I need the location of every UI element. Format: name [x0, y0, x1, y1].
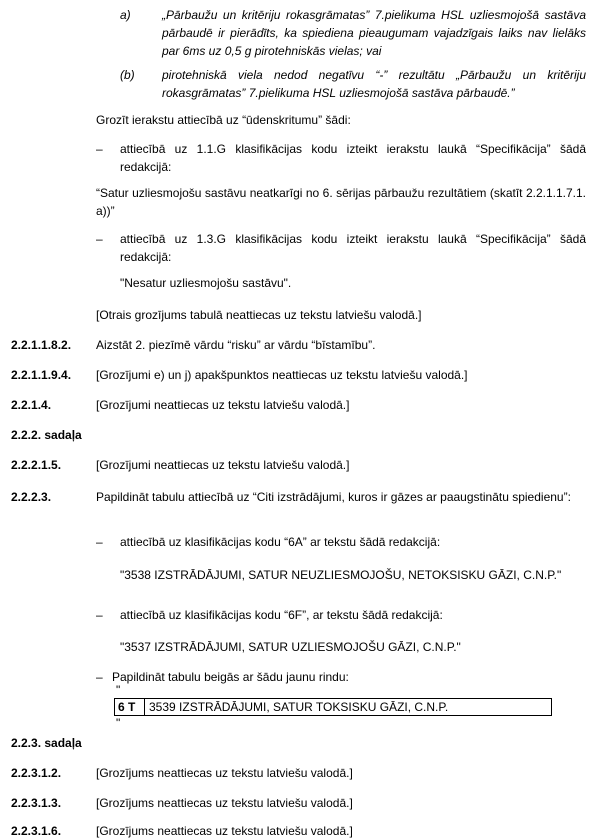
item-a-text: „Pārbaužu un kritēriju rokasgrāmatas” 7.pielikuma HSL uzliesmojošā sastāva pārbaudē ir pierādīts, ka spiediena pieaugumam vajadzīgais laiks nav lielāks par 6ms uz 0,5 g pirotehniskās vielas; vai	[162, 8, 586, 58]
paragraph-grozit: Grozīt ierakstu attiecībā uz “ūdenskritumu” šādi:	[96, 113, 351, 127]
quote-1-1g: “Satur uzliesmojošu sastāvu neatkarīgi no 6. sērijas pārbaužu rezultātiem (skatīt 2.2.1.1.7.1. a))”	[96, 186, 586, 218]
bullet-6a-text: attiecībā uz klasifikācijas kodu “6A” ar tekstu šādā redakcijā:	[120, 535, 441, 549]
note-otrais: [Otrais grozījums tabulā neattiecas uz tekstu latviešu valodā.]	[96, 308, 422, 322]
section-text: [Grozījums neattiecas uz tekstu latviešu valodā.]	[96, 796, 353, 810]
table-cell-code: 6 T	[115, 699, 145, 715]
section-text: [Grozījumi e) un j) apakšpunktos neattiecas uz tekstu latviešu valodā.]	[96, 368, 468, 382]
dash-marker: –	[96, 142, 103, 156]
section-number: 2.2.3.1.3.	[11, 796, 62, 810]
dash-marker: –	[96, 608, 103, 622]
section-text: Papildināt tabulu attiecībā uz “Citi izstrādājumi, kuros ir gāzes ar paaugstinātu spiedienu”:	[96, 490, 571, 504]
dash-marker: –	[96, 670, 103, 684]
section-text: [Grozījums neattiecas uz tekstu latviešu valodā.]	[96, 766, 353, 780]
item-a-marker: a)	[120, 8, 131, 22]
section-text: [Grozījumi neattiecas uz tekstu latviešu valodā.]	[96, 458, 350, 472]
table-open-quote: "	[116, 683, 121, 697]
section-text: Aizstāt 2. piezīmē vārdu “risku” ar vārdu “bīstamību”.	[96, 338, 376, 352]
dash-marker: –	[96, 232, 103, 246]
section-text: [Grozījums neattiecas uz tekstu latviešu valodā.]	[96, 824, 353, 838]
bullet-6f-text: attiecībā uz klasifikācijas kodu “6F”, ar tekstu šādā redakcijā:	[120, 608, 443, 622]
section-number: 2.2.3.1.2.	[11, 766, 62, 780]
new-row-table	[114, 698, 552, 716]
dash-marker: –	[96, 535, 103, 549]
section-number: 2.2.1.1.9.4.	[11, 368, 72, 382]
table-cell-text: 3539 IZSTRĀDĀJUMI, SATUR TOKSISKU GĀZI, C.N.P.	[149, 700, 449, 714]
section-number: 2.2.3.1.6.	[11, 824, 62, 838]
heading-2-2-2: 2.2.2. sadaļa	[11, 428, 82, 442]
bullet-add-text: Papildināt tabulu beigās ar šādu jaunu rindu:	[112, 670, 349, 684]
bullet-1-3g-text: attiecībā uz 1.3.G klasifikācijas kodu izteikt ierakstu laukā “Specifikācija” šādā redakcijā:	[120, 232, 586, 264]
section-number: 2.2.1.4.	[11, 398, 52, 412]
quote-6a: "3538 IZSTRĀDĀJUMI, SATUR NEUZLIESMOJOŠU, NETOKSISKU GĀZI, C.N.P."	[120, 568, 562, 582]
item-b-text: pirotehniskā viela nedod negatīvu “-” rezultātu „Pārbaužu un kritēriju rokasgrāmatas” 7.pielikuma HSL uzliesmojošā sastāva pārbaudē.”	[162, 68, 586, 100]
section-number: 2.2.2.3.	[11, 490, 52, 504]
quote-1-3g: "Nesatur uzliesmojošu sastāvu".	[120, 276, 292, 290]
quote-6f: "3537 IZSTRĀDĀJUMI, SATUR UZLIESMOJOŠU GĀZI, C.N.P."	[120, 640, 461, 654]
heading-2-2-3: 2.2.3. sadaļa	[11, 736, 82, 750]
item-b-marker: (b)	[120, 68, 135, 82]
section-number: 2.2.2.1.5.	[11, 458, 62, 472]
bullet-1-1g-text: attiecībā uz 1.1.G klasifikācijas kodu izteikt ierakstu laukā “Specifikācija” šādā redakcijā:	[120, 142, 586, 174]
section-number: 2.2.1.1.8.2.	[11, 338, 72, 352]
section-text: [Grozījumi neattiecas uz tekstu latviešu valodā.]	[96, 398, 350, 412]
table-close-quote: "	[116, 716, 121, 730]
